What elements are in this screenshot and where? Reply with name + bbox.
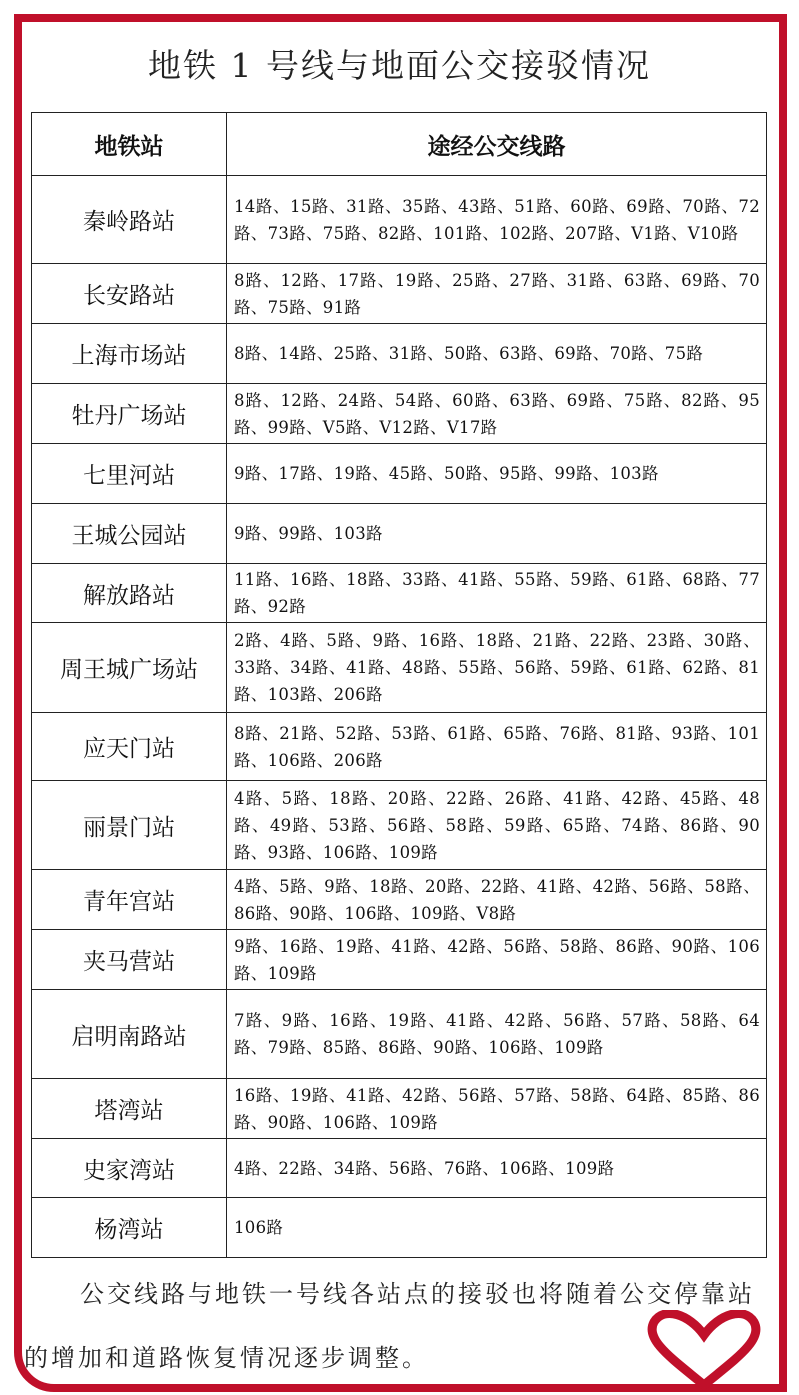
station-name: 夹马营站 — [32, 930, 227, 990]
table-row — [32, 384, 767, 444]
table-row — [32, 264, 767, 324]
bus-routes: 4路、22路、34路、56路、76路、106路、109路 — [227, 1139, 767, 1198]
table-row — [32, 870, 767, 930]
station-name: 应天门站 — [32, 713, 227, 781]
header-station: 地铁站 — [32, 113, 227, 176]
bus-routes: 11路、16路、18路、33路、41路、55路、59路、61路、68路、77路、92路 — [227, 564, 767, 623]
station-name: 杨湾站 — [32, 1198, 227, 1258]
bus-routes: 8路、14路、25路、31路、50路、63路、69路、70路、75路 — [227, 324, 767, 384]
bus-routes: 7路、9路、16路、19路、41路、42路、56路、57路、58路、64路、79路、85路、86路、90路、106路、109路 — [227, 990, 767, 1079]
station-name: 牡丹广场站 — [32, 384, 227, 444]
table-row — [32, 1198, 767, 1258]
bus-routes: 9路、17路、19路、45路、50路、95路、99路、103路 — [227, 444, 767, 504]
connection-table — [31, 112, 767, 1258]
table-row — [32, 324, 767, 384]
table-row — [32, 990, 767, 1079]
station-name: 长安路站 — [32, 264, 227, 324]
table-row — [32, 176, 767, 264]
station-name: 启明南路站 — [32, 990, 227, 1079]
table-header-row — [32, 113, 767, 176]
table-row — [32, 1139, 767, 1198]
station-name: 秦岭路站 — [32, 176, 227, 264]
station-name: 王城公园站 — [32, 504, 227, 564]
table-row — [32, 564, 767, 623]
table-row — [32, 713, 767, 781]
table-row — [32, 781, 767, 870]
table-row — [32, 1079, 767, 1139]
table-row — [32, 623, 767, 713]
bus-routes: 2路、4路、5路、9路、16路、18路、21路、22路、23路、30路、33路、34路、41路、48路、55路、56路、59路、61路、62路、81路、103路、206路 — [227, 623, 767, 713]
bus-routes: 106路 — [227, 1198, 767, 1258]
bus-routes: 14路、15路、31路、35路、43路、51路、60路、69路、70路、72路、73路、75路、82路、101路、102路、207路、V1路、V10路 — [227, 176, 767, 264]
bus-routes: 8路、21路、52路、53路、61路、65路、76路、81路、93路、101路、106路、206路 — [227, 713, 767, 781]
station-name: 七里河站 — [32, 444, 227, 504]
bus-routes: 8路、12路、17路、19路、25路、27路、31路、63路、69路、70路、75路、91路 — [227, 264, 767, 324]
table-row — [32, 930, 767, 990]
bus-routes: 9路、16路、19路、41路、42路、56路、58路、86路、90路、106路、109路 — [227, 930, 767, 990]
station-name: 丽景门站 — [32, 781, 227, 870]
header-routes: 途经公交线路 — [227, 113, 767, 176]
bus-routes: 9路、99路、103路 — [227, 504, 767, 564]
station-name: 史家湾站 — [32, 1139, 227, 1198]
station-name: 塔湾站 — [32, 1079, 227, 1139]
table-row — [32, 504, 767, 564]
station-name: 青年宫站 — [32, 870, 227, 930]
table-row — [32, 444, 767, 504]
station-name: 周王城广场站 — [32, 623, 227, 713]
station-name: 上海市场站 — [32, 324, 227, 384]
station-name: 解放路站 — [32, 564, 227, 623]
page-title: 地铁 1 号线与地面公交接驳情况 — [148, 46, 651, 85]
bus-routes: 16路、19路、41路、42路、56路、57路、58路、64路、85路、86路、90路、106路、109路 — [227, 1079, 767, 1139]
footnote: 公交线路与地铁一号线各站点的接驳也将随着公交停靠站的增加和道路恢复情况逐步调整。 — [24, 1280, 755, 1372]
bus-routes: 4路、5路、18路、20路、22路、26路、41路、42路、45路、48路、49路、53路、56路、58路、59路、65路、74路、86路、90路、93路、106路、109路 — [227, 781, 767, 870]
bus-routes: 8路、12路、24路、54路、60路、63路、69路、75路、82路、95路、99路、V5路、V12路、V17路 — [227, 384, 767, 444]
bus-routes: 4路、5路、9路、18路、20路、22路、41路、42路、56路、58路、86路、90路、106路、109路、V8路 — [227, 870, 767, 930]
